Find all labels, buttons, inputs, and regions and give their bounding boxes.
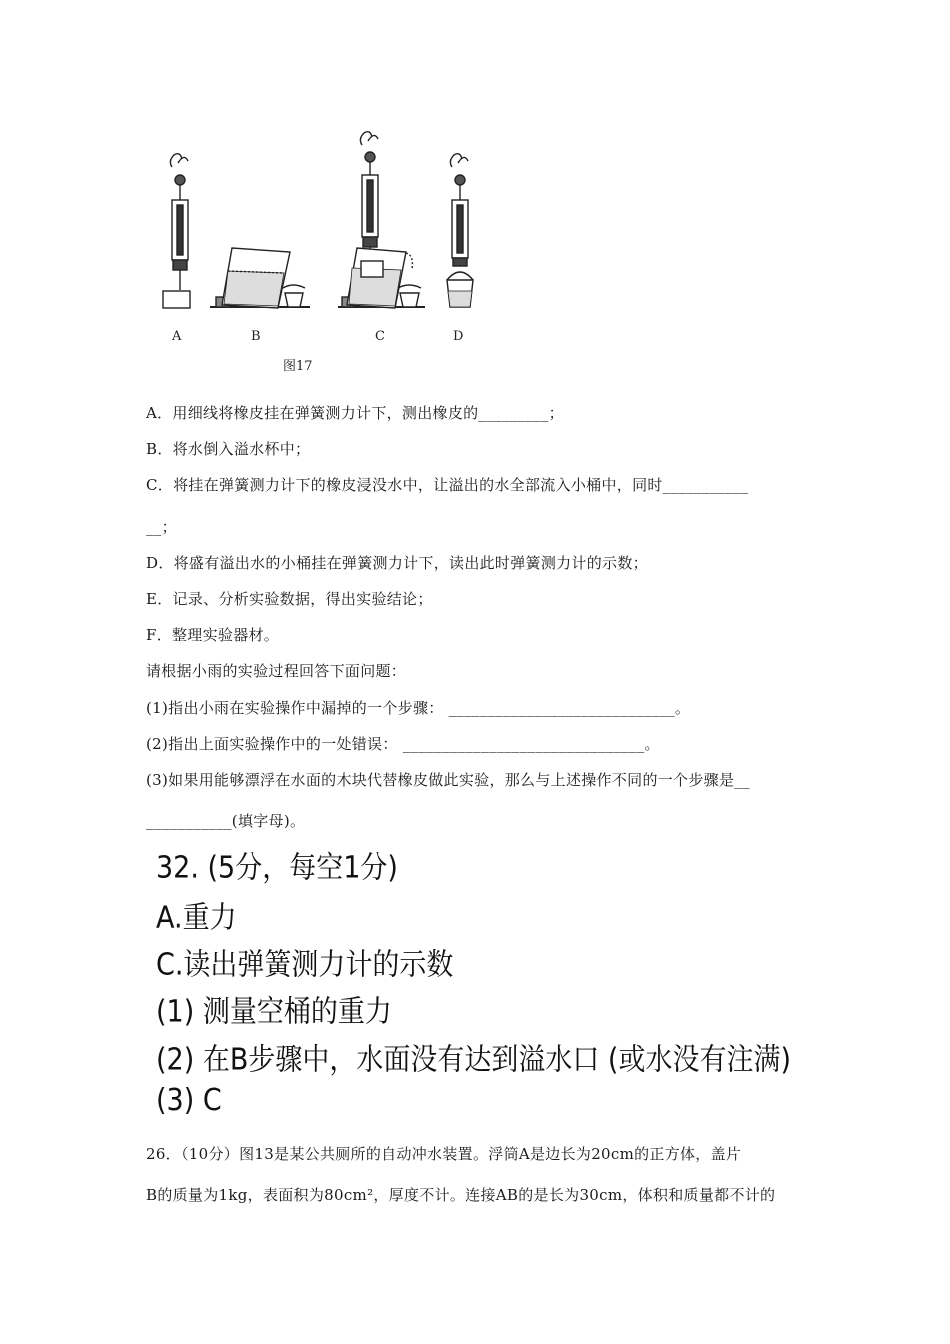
apparatus-drawing — [150, 125, 500, 385]
question-3: (3)如果用能够漂浮在水面的木块代替橡皮做此实验，那么与上述操作不同的一个步骤是__ — [146, 771, 750, 789]
step-c: C．将挂在弹簧测力计下的橡皮浸没水中，让溢出的水全部流入小桶中，同时___________ — [146, 476, 749, 494]
label-d: D — [453, 329, 464, 344]
setup-b-overflow-cup — [210, 248, 310, 308]
question-1: (1)指出小雨在实验操作中漏掉的一个步骤： _____________________________。 — [146, 699, 691, 717]
step-e: E．记录、分析实验数据，得出实验结论； — [146, 590, 433, 608]
problem-26-line-2: B的质量为1kg，表面积为80cm²，厚度不计。连接AB的是长为30cm，体积和质量都不计的 — [146, 1186, 776, 1204]
answer-1: (1) 测量空桶的重力 — [156, 994, 392, 1030]
answer-2: (2) 在B步骤中，水面没有达到溢水口 (或水没有注满) — [156, 1042, 791, 1078]
label-b: B — [251, 329, 261, 344]
step-a: A．用细线将橡皮挂在弹簧测力计下，测出橡皮的_________； — [146, 404, 564, 422]
answer-c: C.读出弹簧测力计的示数 — [156, 947, 454, 983]
experiment-figure — [150, 125, 500, 385]
label-c: C — [375, 329, 385, 344]
answer-3: (3) C — [156, 1083, 222, 1118]
answer-header: 32. (5分，每空1分) — [156, 850, 398, 886]
answer-a: A.重力 — [156, 900, 237, 936]
answer-key — [150, 835, 791, 1125]
label-a: A — [172, 329, 182, 344]
step-f: F．整理实验器材。 — [146, 626, 280, 644]
step-c-continued: __； — [146, 518, 177, 536]
question-3-continued: ___________(填字母)。 — [146, 812, 306, 830]
problem-26-line-1: 26．（10分）图13是某公共厕所的自动冲水装置。浮筒A是边长为20cm的正方体，盖片 — [146, 1145, 742, 1163]
step-d: D．将盛有溢出水的小桶挂在弹簧测力计下，读出此时弹簧测力计的示数； — [146, 554, 648, 572]
question-prompt: 请根据小雨的实验过程回答下面问题： — [146, 662, 407, 680]
question-2: (2)指出上面实验操作中的一处错误： _______________________________。 — [146, 735, 660, 753]
figure-caption: 图17 — [283, 359, 313, 374]
setup-d-bucket-weighing — [447, 154, 473, 307]
step-b: B．将水倒入溢水杯中； — [146, 440, 311, 458]
setup-a-scale — [163, 154, 190, 308]
setup-c-immersion — [338, 132, 425, 308]
